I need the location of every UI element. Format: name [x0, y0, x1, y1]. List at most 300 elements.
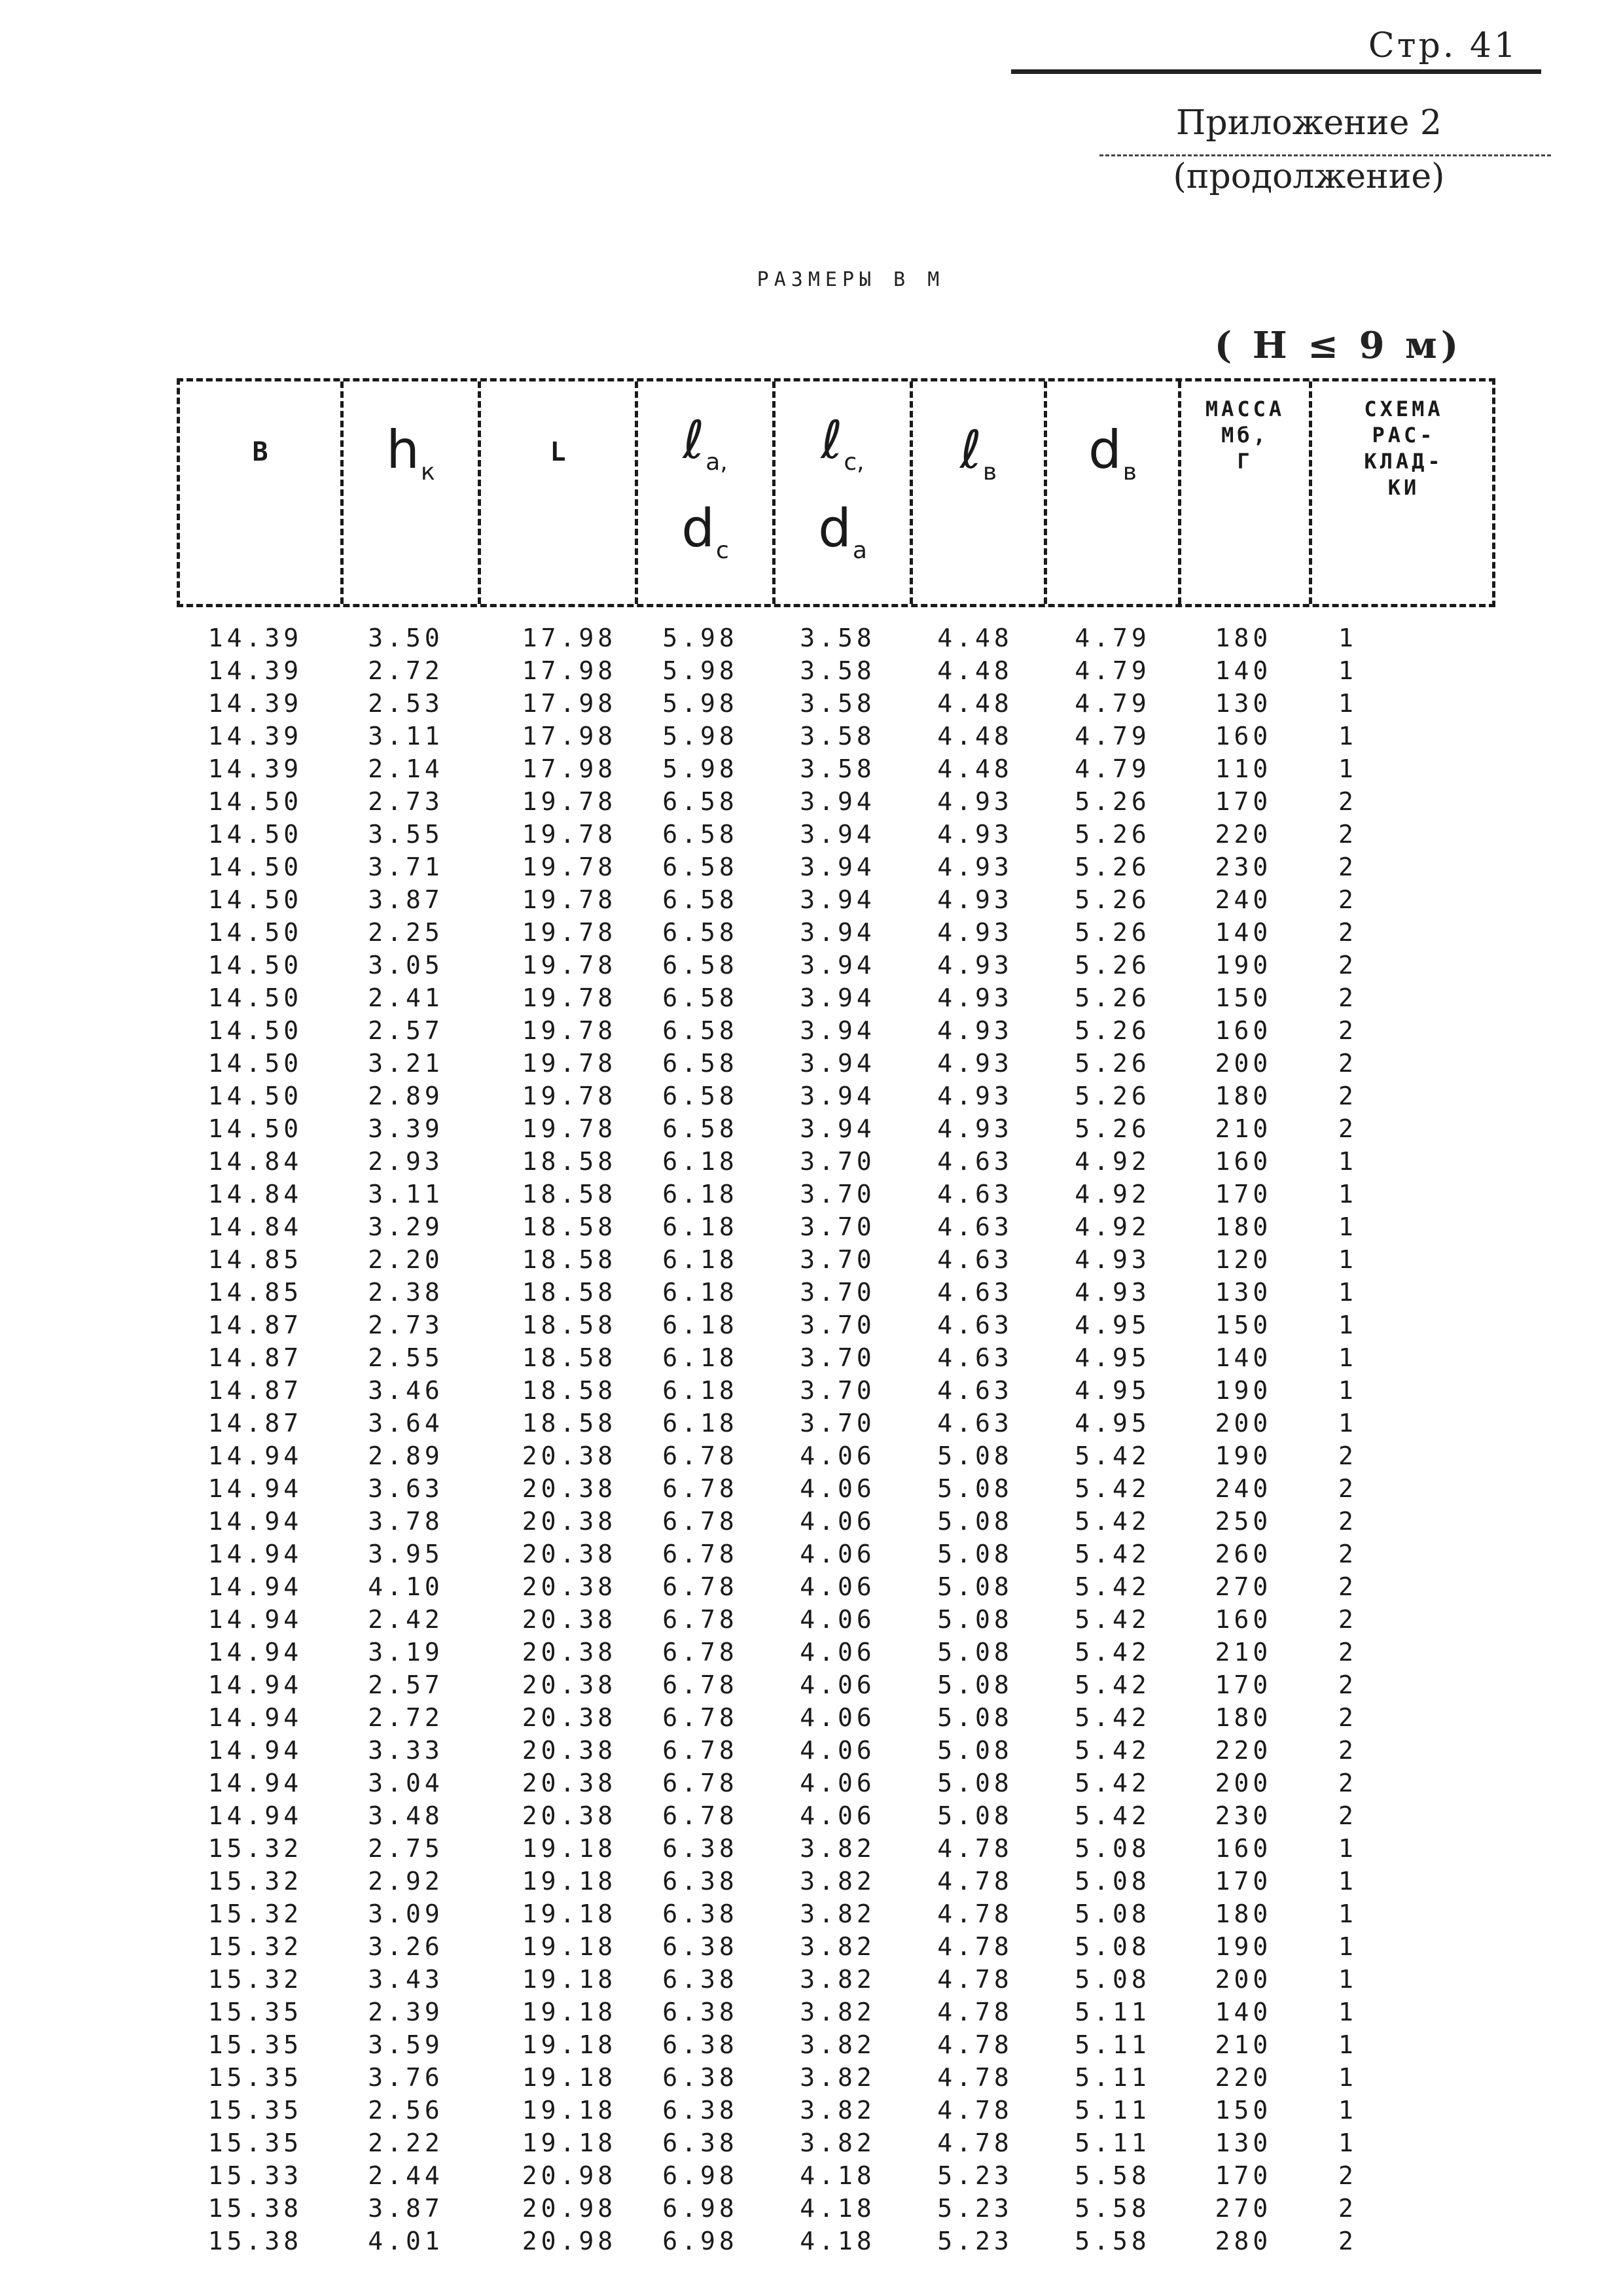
cell-B: 15.35 — [207, 1998, 303, 2026]
cell-la_dc: 6.38 — [662, 1834, 738, 1863]
cell-lc_da: 3.94 — [800, 787, 876, 816]
table-row — [177, 2192, 1495, 2225]
cell-mass: 240 — [1215, 1474, 1272, 1503]
table-row — [177, 1178, 1495, 1210]
cell-la_dc: 6.38 — [662, 2063, 738, 2092]
cell-scheme: 2 — [1338, 1703, 1357, 1732]
cell-hk: 3.76 — [368, 2063, 444, 2092]
cell-lv: 4.78 — [937, 2128, 1013, 2157]
header-symbol-sub: a — [852, 537, 867, 564]
table-row — [177, 1963, 1495, 1996]
cell-L: 19.18 — [522, 2063, 617, 2092]
cell-B: 14.39 — [207, 754, 303, 783]
cell-lc_da: 4.06 — [800, 1736, 876, 1765]
cell-mass: 190 — [1215, 1376, 1272, 1405]
cell-mass: 280 — [1215, 2227, 1272, 2255]
cell-dv: 5.42 — [1075, 1769, 1150, 1797]
cell-lv: 5.08 — [937, 1638, 1013, 1667]
cell-hk: 3.43 — [368, 1965, 444, 1994]
cell-L: 20.38 — [522, 1605, 617, 1634]
cell-L: 18.58 — [522, 1311, 617, 1339]
header-cell-B — [180, 381, 340, 604]
cell-L: 19.78 — [522, 820, 617, 849]
cell-B: 14.50 — [207, 1016, 303, 1045]
cell-L: 20.38 — [522, 1638, 617, 1667]
cell-scheme: 1 — [1338, 2096, 1357, 2125]
table-header — [177, 378, 1495, 607]
cell-L: 19.18 — [522, 1932, 617, 1961]
cell-hk: 2.38 — [368, 1278, 444, 1307]
table-row — [177, 1145, 1495, 1178]
cell-la_dc: 5.98 — [662, 722, 738, 751]
cell-B: 14.94 — [207, 1441, 303, 1470]
cell-hk: 2.22 — [368, 2128, 444, 2157]
cell-lv: 5.08 — [937, 1507, 1013, 1536]
cell-scheme: 1 — [1338, 656, 1357, 685]
cell-B: 14.94 — [207, 1801, 303, 1830]
cell-L: 20.98 — [522, 2161, 617, 2190]
cell-B: 14.39 — [207, 689, 303, 718]
cell-scheme: 2 — [1338, 820, 1357, 849]
cell-L: 20.38 — [522, 1736, 617, 1765]
cell-B: 14.87 — [207, 1376, 303, 1405]
header-cell-L — [481, 381, 635, 604]
cell-hk: 3.29 — [368, 1212, 444, 1241]
cell-dv: 5.42 — [1075, 1507, 1150, 1536]
cell-la_dc: 6.58 — [662, 951, 738, 980]
cell-la_dc: 6.38 — [662, 1867, 738, 1896]
appendix-divider — [1099, 154, 1551, 156]
cell-lc_da: 3.82 — [800, 1965, 876, 1994]
cell-la_dc: 6.18 — [662, 1147, 738, 1176]
cell-la_dc: 6.78 — [662, 1703, 738, 1732]
cell-mass: 250 — [1215, 1507, 1272, 1536]
cell-la_dc: 6.18 — [662, 1376, 738, 1405]
cell-dv: 4.95 — [1075, 1376, 1150, 1405]
header-symbol-main: d — [1088, 419, 1122, 480]
cell-la_dc: 5.98 — [662, 656, 738, 685]
cell-scheme: 2 — [1338, 983, 1357, 1012]
table-row — [177, 2159, 1495, 2192]
cell-la_dc: 5.98 — [662, 624, 738, 652]
table-row — [177, 1407, 1495, 1439]
header-symbol — [344, 419, 478, 486]
cell-scheme: 1 — [1338, 1932, 1357, 1961]
cell-hk: 2.57 — [368, 1016, 444, 1045]
cell-lc_da: 3.58 — [800, 689, 876, 718]
cell-scheme: 2 — [1338, 885, 1357, 914]
table-row — [177, 2127, 1495, 2159]
cell-dv: 5.11 — [1075, 2128, 1150, 2157]
table-row — [177, 1767, 1495, 1799]
header-symbol: L — [550, 437, 566, 467]
cell-L: 19.18 — [522, 1867, 617, 1896]
cell-hk: 2.75 — [368, 1834, 444, 1863]
cell-mass: 160 — [1215, 1834, 1272, 1863]
cell-L: 20.38 — [522, 1801, 617, 1830]
cell-la_dc: 6.78 — [662, 1507, 738, 1536]
cell-scheme: 2 — [1338, 1540, 1357, 1568]
cell-dv: 5.42 — [1075, 1474, 1150, 1503]
cell-lc_da: 3.82 — [800, 2063, 876, 2092]
cell-la_dc: 6.78 — [662, 1540, 738, 1568]
header-symbol-main: d — [818, 498, 851, 559]
cell-lc_da: 4.06 — [800, 1670, 876, 1699]
cell-lv: 4.78 — [937, 1899, 1013, 1928]
cell-hk: 2.56 — [368, 2096, 444, 2125]
cell-hk: 2.14 — [368, 754, 444, 783]
cell-dv: 5.42 — [1075, 1441, 1150, 1470]
cell-scheme: 2 — [1338, 787, 1357, 816]
table-row — [177, 2061, 1495, 2094]
cell-mass: 230 — [1215, 1801, 1272, 1830]
cell-scheme: 1 — [1338, 722, 1357, 751]
header-symbol-main: d — [681, 498, 715, 559]
cell-hk: 2.89 — [368, 1441, 444, 1470]
cell-B: 14.50 — [207, 1114, 303, 1143]
cell-mass: 180 — [1215, 1212, 1272, 1241]
cell-lc_da: 3.70 — [800, 1245, 876, 1274]
cell-lc_da: 3.94 — [800, 918, 876, 947]
cell-B: 14.94 — [207, 1736, 303, 1765]
cell-lc_da: 3.94 — [800, 1049, 876, 1078]
cell-lv: 4.48 — [937, 689, 1013, 718]
cell-lv: 4.78 — [937, 2030, 1013, 2059]
table-row — [177, 883, 1495, 916]
cell-mass: 270 — [1215, 1572, 1272, 1601]
cell-hk: 3.21 — [368, 1049, 444, 1078]
header-cell-mass — [1181, 381, 1309, 604]
cell-scheme: 2 — [1338, 1572, 1357, 1601]
cell-scheme: 2 — [1338, 1441, 1357, 1470]
cell-lc_da: 3.82 — [800, 2128, 876, 2157]
cell-dv: 5.42 — [1075, 1736, 1150, 1765]
cell-mass: 190 — [1215, 1441, 1272, 1470]
cell-hk: 3.71 — [368, 853, 444, 881]
cell-scheme: 2 — [1338, 1049, 1357, 1078]
cell-lc_da: 3.70 — [800, 1376, 876, 1405]
table-row — [177, 1538, 1495, 1570]
cell-mass: 200 — [1215, 1409, 1272, 1438]
cell-dv: 5.11 — [1075, 2096, 1150, 2125]
cell-B: 14.87 — [207, 1409, 303, 1438]
cell-L: 17.98 — [522, 624, 617, 652]
cell-mass: 260 — [1215, 1540, 1272, 1568]
cell-L: 19.18 — [522, 1834, 617, 1863]
cell-mass: 170 — [1215, 2161, 1272, 2190]
table-row — [177, 1276, 1495, 1309]
header-symbol-sub: в — [1122, 459, 1137, 486]
cell-la_dc: 6.18 — [662, 1212, 738, 1241]
cell-B: 14.87 — [207, 1311, 303, 1339]
cell-lc_da: 4.06 — [800, 1474, 876, 1503]
cell-mass: 200 — [1215, 1965, 1272, 1994]
cell-B: 14.50 — [207, 853, 303, 881]
cell-lc_da: 3.70 — [800, 1278, 876, 1307]
cell-lc_da: 3.70 — [800, 1311, 876, 1339]
cell-scheme: 2 — [1338, 1736, 1357, 1765]
cell-scheme: 1 — [1338, 1147, 1357, 1176]
cell-hk: 3.50 — [368, 624, 444, 652]
cell-lv: 5.08 — [937, 1670, 1013, 1699]
cell-scheme: 2 — [1338, 1114, 1357, 1143]
cell-scheme: 1 — [1338, 1899, 1357, 1928]
header-symbol-sub: в — [982, 459, 997, 486]
cell-L: 18.58 — [522, 1376, 617, 1405]
cell-hk: 3.55 — [368, 820, 444, 849]
cell-dv: 5.08 — [1075, 1867, 1150, 1896]
header-text-line: КЛАД- — [1364, 449, 1444, 474]
cell-la_dc: 6.78 — [662, 1572, 738, 1601]
cell-la_dc: 6.58 — [662, 1016, 738, 1045]
cell-mass: 190 — [1215, 1932, 1272, 1961]
cell-scheme: 1 — [1338, 624, 1357, 652]
cell-mass: 150 — [1215, 983, 1272, 1012]
cell-lc_da: 4.06 — [800, 1507, 876, 1536]
cell-B: 14.94 — [207, 1572, 303, 1601]
cell-dv: 5.42 — [1075, 1703, 1150, 1732]
table-row — [177, 1341, 1495, 1374]
table-row — [177, 752, 1495, 785]
cell-lc_da: 3.82 — [800, 2030, 876, 2059]
cell-la_dc: 6.38 — [662, 1932, 738, 1961]
cell-scheme: 2 — [1338, 1638, 1357, 1667]
cell-scheme: 1 — [1338, 1245, 1357, 1274]
cell-la_dc: 6.58 — [662, 820, 738, 849]
cell-la_dc: 6.18 — [662, 1180, 738, 1209]
cell-lc_da: 4.06 — [800, 1801, 876, 1830]
cell-L: 18.58 — [522, 1180, 617, 1209]
cell-lv: 4.48 — [937, 624, 1013, 652]
cell-lv: 4.93 — [937, 885, 1013, 914]
table-row — [177, 1570, 1495, 1603]
table-row — [177, 851, 1495, 883]
cell-scheme: 2 — [1338, 2194, 1357, 2223]
cell-B: 15.38 — [207, 2227, 303, 2255]
cell-hk: 3.05 — [368, 951, 444, 980]
cell-L: 18.58 — [522, 1278, 617, 1307]
cell-lv: 4.48 — [937, 656, 1013, 685]
table-row — [177, 1080, 1495, 1112]
cell-scheme: 2 — [1338, 1605, 1357, 1634]
cell-B: 14.94 — [207, 1540, 303, 1568]
cell-dv: 4.95 — [1075, 1311, 1150, 1339]
cell-B: 15.32 — [207, 1867, 303, 1896]
cell-la_dc: 6.18 — [662, 1278, 738, 1307]
cell-lc_da: 3.58 — [800, 656, 876, 685]
cell-lv: 4.63 — [937, 1409, 1013, 1438]
cell-B: 14.94 — [207, 1769, 303, 1797]
cell-lc_da: 3.82 — [800, 1867, 876, 1896]
cell-scheme: 2 — [1338, 1670, 1357, 1699]
cell-B: 14.50 — [207, 951, 303, 980]
cell-L: 20.38 — [522, 1441, 617, 1470]
cell-dv: 5.42 — [1075, 1540, 1150, 1568]
cell-hk: 2.73 — [368, 1311, 444, 1339]
table-row — [177, 1439, 1495, 1472]
header-symbol: B — [252, 437, 268, 467]
cell-dv: 4.93 — [1075, 1278, 1150, 1307]
cell-la_dc: 6.58 — [662, 1114, 738, 1143]
header-text-line: МАССА — [1205, 397, 1285, 421]
cell-hk: 2.20 — [368, 1245, 444, 1274]
cell-mass: 270 — [1215, 2194, 1272, 2223]
table-row — [177, 1210, 1495, 1243]
table-row — [177, 949, 1495, 981]
cell-dv: 5.26 — [1075, 1114, 1150, 1143]
cell-scheme: 1 — [1338, 1409, 1357, 1438]
cell-lv: 5.23 — [937, 2194, 1013, 2223]
header-symbol — [1047, 419, 1178, 486]
cell-B: 15.32 — [207, 1899, 303, 1928]
cell-mass: 150 — [1215, 1311, 1272, 1339]
table-row — [177, 1047, 1495, 1080]
cell-la_dc: 6.58 — [662, 983, 738, 1012]
table-row — [177, 720, 1495, 752]
cell-lv: 4.93 — [937, 1114, 1013, 1143]
cell-dv: 4.79 — [1075, 624, 1150, 652]
cell-B: 14.50 — [207, 918, 303, 947]
cell-lc_da: 3.82 — [800, 1998, 876, 2026]
cell-lc_da: 3.94 — [800, 820, 876, 849]
cell-lv: 5.08 — [937, 1474, 1013, 1503]
cell-dv: 5.42 — [1075, 1638, 1150, 1667]
cell-lv: 5.08 — [937, 1801, 1013, 1830]
cell-L: 20.38 — [522, 1540, 617, 1568]
cell-mass: 200 — [1215, 1769, 1272, 1797]
header-text-line: РАС- — [1372, 423, 1436, 448]
header-symbol — [913, 419, 1044, 486]
table-row — [177, 1374, 1495, 1407]
cell-hk: 2.25 — [368, 918, 444, 947]
cell-dv: 5.26 — [1075, 951, 1150, 980]
cell-dv: 5.26 — [1075, 1082, 1150, 1110]
cell-hk: 3.11 — [368, 722, 444, 751]
cell-L: 19.78 — [522, 918, 617, 947]
table-row — [177, 687, 1495, 720]
cell-la_dc: 6.58 — [662, 885, 738, 914]
cell-mass: 140 — [1215, 1343, 1272, 1372]
header-text-line: Г — [1237, 449, 1253, 474]
cell-mass: 160 — [1215, 722, 1272, 751]
cell-lc_da: 3.70 — [800, 1343, 876, 1372]
header-cell-hk — [344, 381, 478, 604]
cell-la_dc: 6.38 — [662, 2096, 738, 2125]
table-row — [177, 785, 1495, 818]
table-row — [177, 916, 1495, 949]
cell-L: 19.78 — [522, 951, 617, 980]
cell-lv: 4.93 — [937, 951, 1013, 980]
cell-L: 19.78 — [522, 787, 617, 816]
cell-scheme: 1 — [1338, 689, 1357, 718]
cell-L: 18.58 — [522, 1409, 617, 1438]
cell-L: 19.18 — [522, 2128, 617, 2157]
cell-B: 14.94 — [207, 1670, 303, 1699]
cell-mass: 230 — [1215, 853, 1272, 881]
cell-scheme: 2 — [1338, 1769, 1357, 1797]
cell-la_dc: 6.78 — [662, 1670, 738, 1699]
cell-mass: 200 — [1215, 1049, 1272, 1078]
cell-B: 14.85 — [207, 1278, 303, 1307]
cell-lv: 5.08 — [937, 1540, 1013, 1568]
cell-la_dc: 6.78 — [662, 1638, 738, 1667]
cell-lc_da: 3.70 — [800, 1212, 876, 1241]
cell-mass: 220 — [1215, 2063, 1272, 2092]
cell-la_dc: 6.18 — [662, 1245, 738, 1274]
header-cell-dv — [1047, 381, 1178, 604]
cell-lc_da: 4.06 — [800, 1540, 876, 1568]
cell-scheme: 2 — [1338, 853, 1357, 881]
cell-lv: 5.08 — [937, 1769, 1013, 1797]
cell-dv: 4.95 — [1075, 1343, 1150, 1372]
cell-scheme: 2 — [1338, 2161, 1357, 2190]
cell-dv: 5.26 — [1075, 918, 1150, 947]
table-row — [177, 1898, 1495, 1930]
cell-dv: 5.58 — [1075, 2194, 1150, 2223]
cell-L: 19.18 — [522, 1899, 617, 1928]
cell-L: 19.18 — [522, 2030, 617, 2059]
cell-mass: 130 — [1215, 2128, 1272, 2157]
cell-la_dc: 6.98 — [662, 2161, 738, 2190]
cell-lv: 4.93 — [937, 918, 1013, 947]
cell-B: 14.85 — [207, 1245, 303, 1274]
cell-hk: 2.41 — [368, 983, 444, 1012]
cell-hk: 3.09 — [368, 1899, 444, 1928]
table-row — [177, 2225, 1495, 2257]
cell-B: 14.50 — [207, 787, 303, 816]
cell-scheme: 2 — [1338, 2227, 1357, 2255]
cell-lc_da: 4.06 — [800, 1572, 876, 1601]
table-row — [177, 818, 1495, 851]
cell-mass: 170 — [1215, 1180, 1272, 1209]
cell-hk: 3.46 — [368, 1376, 444, 1405]
cell-L: 20.38 — [522, 1769, 617, 1797]
cell-L: 18.58 — [522, 1212, 617, 1241]
cell-L: 19.78 — [522, 1049, 617, 1078]
cell-scheme: 1 — [1338, 2030, 1357, 2059]
cell-hk: 3.78 — [368, 1507, 444, 1536]
cell-lc_da: 3.58 — [800, 624, 876, 652]
table-row — [177, 1734, 1495, 1767]
cell-dv: 5.11 — [1075, 2063, 1150, 2092]
cell-B: 14.50 — [207, 1049, 303, 1078]
cell-B: 14.94 — [207, 1474, 303, 1503]
continuation-label: (продолжение) — [1173, 157, 1445, 196]
cell-lv: 4.63 — [937, 1278, 1013, 1307]
header-symbol — [776, 498, 910, 564]
cell-lv: 4.93 — [937, 853, 1013, 881]
table-row — [177, 1930, 1495, 1963]
cell-scheme: 1 — [1338, 1965, 1357, 1994]
cell-lc_da: 4.06 — [800, 1605, 876, 1634]
cell-lc_da: 4.18 — [800, 2194, 876, 2223]
cell-lc_da: 3.94 — [800, 853, 876, 881]
cell-lv: 5.08 — [937, 1605, 1013, 1634]
cell-lv: 4.78 — [937, 1867, 1013, 1896]
header-symbol-sub: a, — [705, 449, 728, 476]
table-row — [177, 2094, 1495, 2127]
cell-dv: 5.26 — [1075, 853, 1150, 881]
cell-la_dc: 6.18 — [662, 1311, 738, 1339]
cell-mass: 130 — [1215, 689, 1272, 718]
table-row — [177, 1603, 1495, 1636]
cell-hk: 3.48 — [368, 1801, 444, 1830]
cell-B: 14.50 — [207, 983, 303, 1012]
cell-hk: 3.04 — [368, 1769, 444, 1797]
cell-lv: 4.63 — [937, 1245, 1013, 1274]
cell-dv: 5.26 — [1075, 820, 1150, 849]
cell-dv: 5.42 — [1075, 1801, 1150, 1830]
